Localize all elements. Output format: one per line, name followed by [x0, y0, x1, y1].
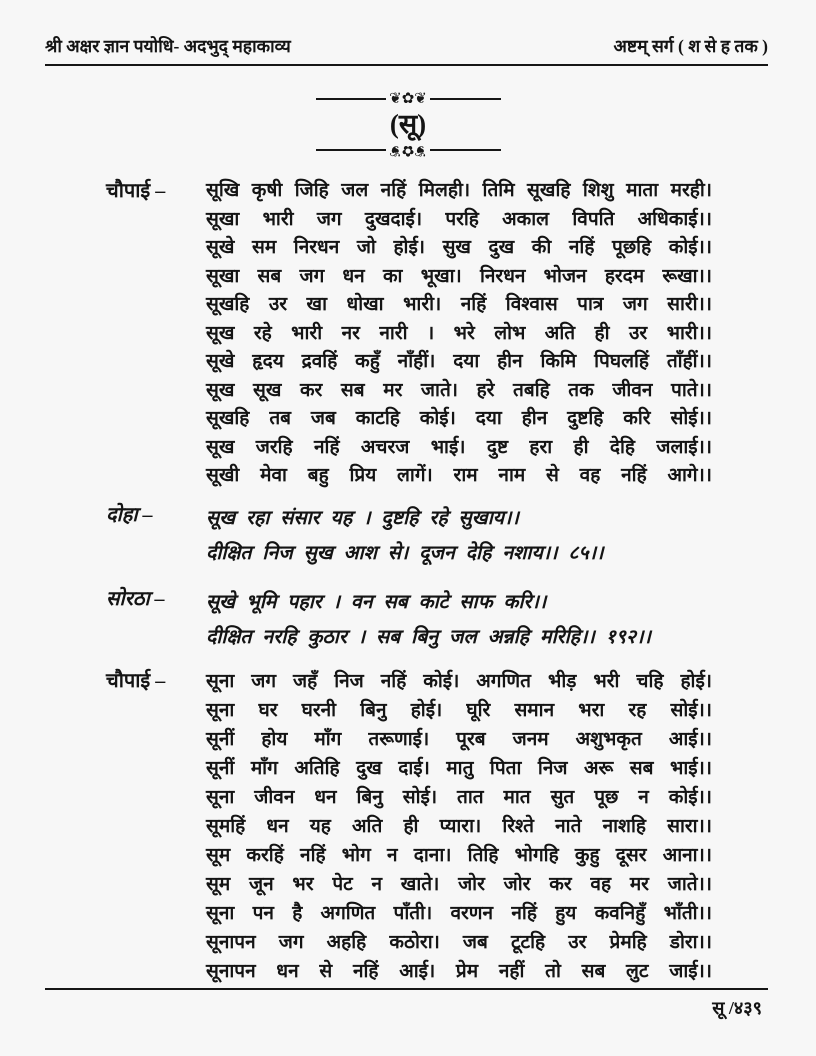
section-letter-title: (सू)	[389, 109, 427, 139]
verse-line: सूखहि तब जब काटहि कोई। दया हीन दुष्टहि करि सोई।।	[206, 408, 712, 429]
verse-line: सूख रहे भारी नर नारी । भरे लोभ अति ही उर भारी।।	[206, 322, 712, 344]
header-book-title: श्री अक्षर ज्ञान पयोधि- अदभुद् महाकाव्य	[45, 36, 291, 56]
verse-line: सूखे हृदय द्रवहिं कहुँ नाँहीं। दया हीन किमि पिघलहिं ताँहीं।।	[206, 351, 712, 372]
verse-line: सूना जीवन धन बिनु सोई। तात मात सुत पूछ न कोई।।	[206, 786, 712, 808]
verse-line: सूनापन धन से नहिं आई। प्रेम नहीं तो सब लुट जाई।।	[206, 960, 712, 982]
verse-lines	[206, 177, 712, 491]
verse-line: सूमहिं धन यह अति ही प्यारा। रिश्ते नाते नाशहि सारा।।	[206, 815, 712, 837]
verse-line: सूना जग जहँ निज नहिं कोई। अगणित भीड़ भरी चहि होई।	[206, 670, 712, 692]
verse-line: सूखि कृषी जिहि जल नहिं मिलही। तिमि सूखहि शिशु माता मरही।	[206, 180, 712, 201]
verse-type-label: सोरठा –	[106, 587, 165, 610]
verse-line: सूखे भूमि पहार । वन सब काटे साफ करि।।	[206, 591, 547, 613]
verse-line: सूम करहिं नहिं भोग न दाना। तिहि भोगहि कुहु दूसर आना।।	[206, 844, 712, 866]
verse-line: सूम जून भर पेट न खाते। जोर जोर कर वह मर जाते।।	[206, 873, 712, 895]
verse-section-doha	[106, 501, 712, 571]
verse-line: दीक्षित नरहि कुठार । सब बिनु जल अन्नहि मरिहि।। १९२।।	[206, 626, 651, 648]
verse-line: दीक्षित निज सुख आश से। दूजन देहि नशाय।। ८५।।	[206, 542, 604, 564]
divider-line	[316, 98, 387, 100]
verse-line: सूख रहा संसार यह । दुष्टहि रहे सुखाय।।	[206, 507, 519, 529]
section-heading-block	[0, 92, 816, 157]
verse-line: सूखहि उर खा धोखा भारी। नहिं विश्वास पात्र जग सारी।।	[206, 294, 712, 315]
verse-line: सूना घर घरनी बिनु होई। घूरि समान भरा रह सोई।।	[206, 699, 712, 721]
divider-line	[430, 98, 501, 100]
page-header	[45, 36, 768, 66]
verse-line: सूनीं होय माँग तरूणाई। पूरब जनम अशुभकृत आई।।	[206, 728, 712, 750]
verse-type-label: दोहा –	[106, 503, 153, 526]
verse-type-label: चौपाई –	[106, 180, 166, 202]
verse-line: सूखी मेवा बहु प्रिय लागें। राम नाम से वह नहिं आगे।।	[206, 465, 712, 486]
verse-section-chaupai-2	[106, 667, 712, 986]
verse-line: सूखा सब जग धन का भूखा। निरधन भोजन हरदम रूखा।।	[206, 265, 712, 287]
verse-line: सूख जरहि नहिं अचरज भाई। दुष्ट हरा ही देहि जलाई।।	[206, 436, 712, 458]
verse-lines	[206, 585, 712, 655]
divider-line	[316, 149, 387, 151]
verse-type-label: चौपाई –	[106, 669, 166, 692]
verse-section-chaupai-1	[106, 177, 712, 491]
fleuron-icon: ❦✿❦	[389, 91, 427, 107]
verse-content	[106, 177, 712, 986]
verse-section-sortha	[106, 585, 712, 655]
page-footer	[45, 988, 768, 1020]
divider-line	[430, 149, 501, 151]
verse-lines	[206, 667, 712, 986]
verse-line: सूना पन है अगणित पाँती। वरणन नहिं हुय कवनिहुँ भाँती।।	[206, 902, 712, 924]
verse-line: सूख सूख कर सब मर जाते। हरे तबहि तक जीवन पाते।।	[206, 379, 712, 401]
fleuron-icon: ❦✿❦	[389, 142, 427, 158]
verse-lines	[206, 501, 712, 571]
verse-line: सूनापन जग अहहि कठोरा। जब टूटहि उर प्रेमहि डोरा।।	[206, 931, 712, 953]
verse-line: सूनीं माँग अतिहि दुख दाई। मातु पिता निज अरू सब भाई।।	[206, 757, 712, 779]
page-number: सू /४३९	[712, 998, 762, 1018]
verse-line: सूखा भारी जग दुखदाई। परहि अकाल विपति अधिकाई।।	[206, 208, 712, 230]
verse-line: सूखे सम निरधन जो होई। सुख दुख की नहिं पूछहि कोई।।	[206, 237, 712, 258]
header-chapter-title: अष्टम् सर्ग ( श से ह तक )	[613, 36, 768, 56]
ornament-divider-top	[316, 92, 501, 106]
ornament-divider-bottom	[316, 143, 501, 157]
